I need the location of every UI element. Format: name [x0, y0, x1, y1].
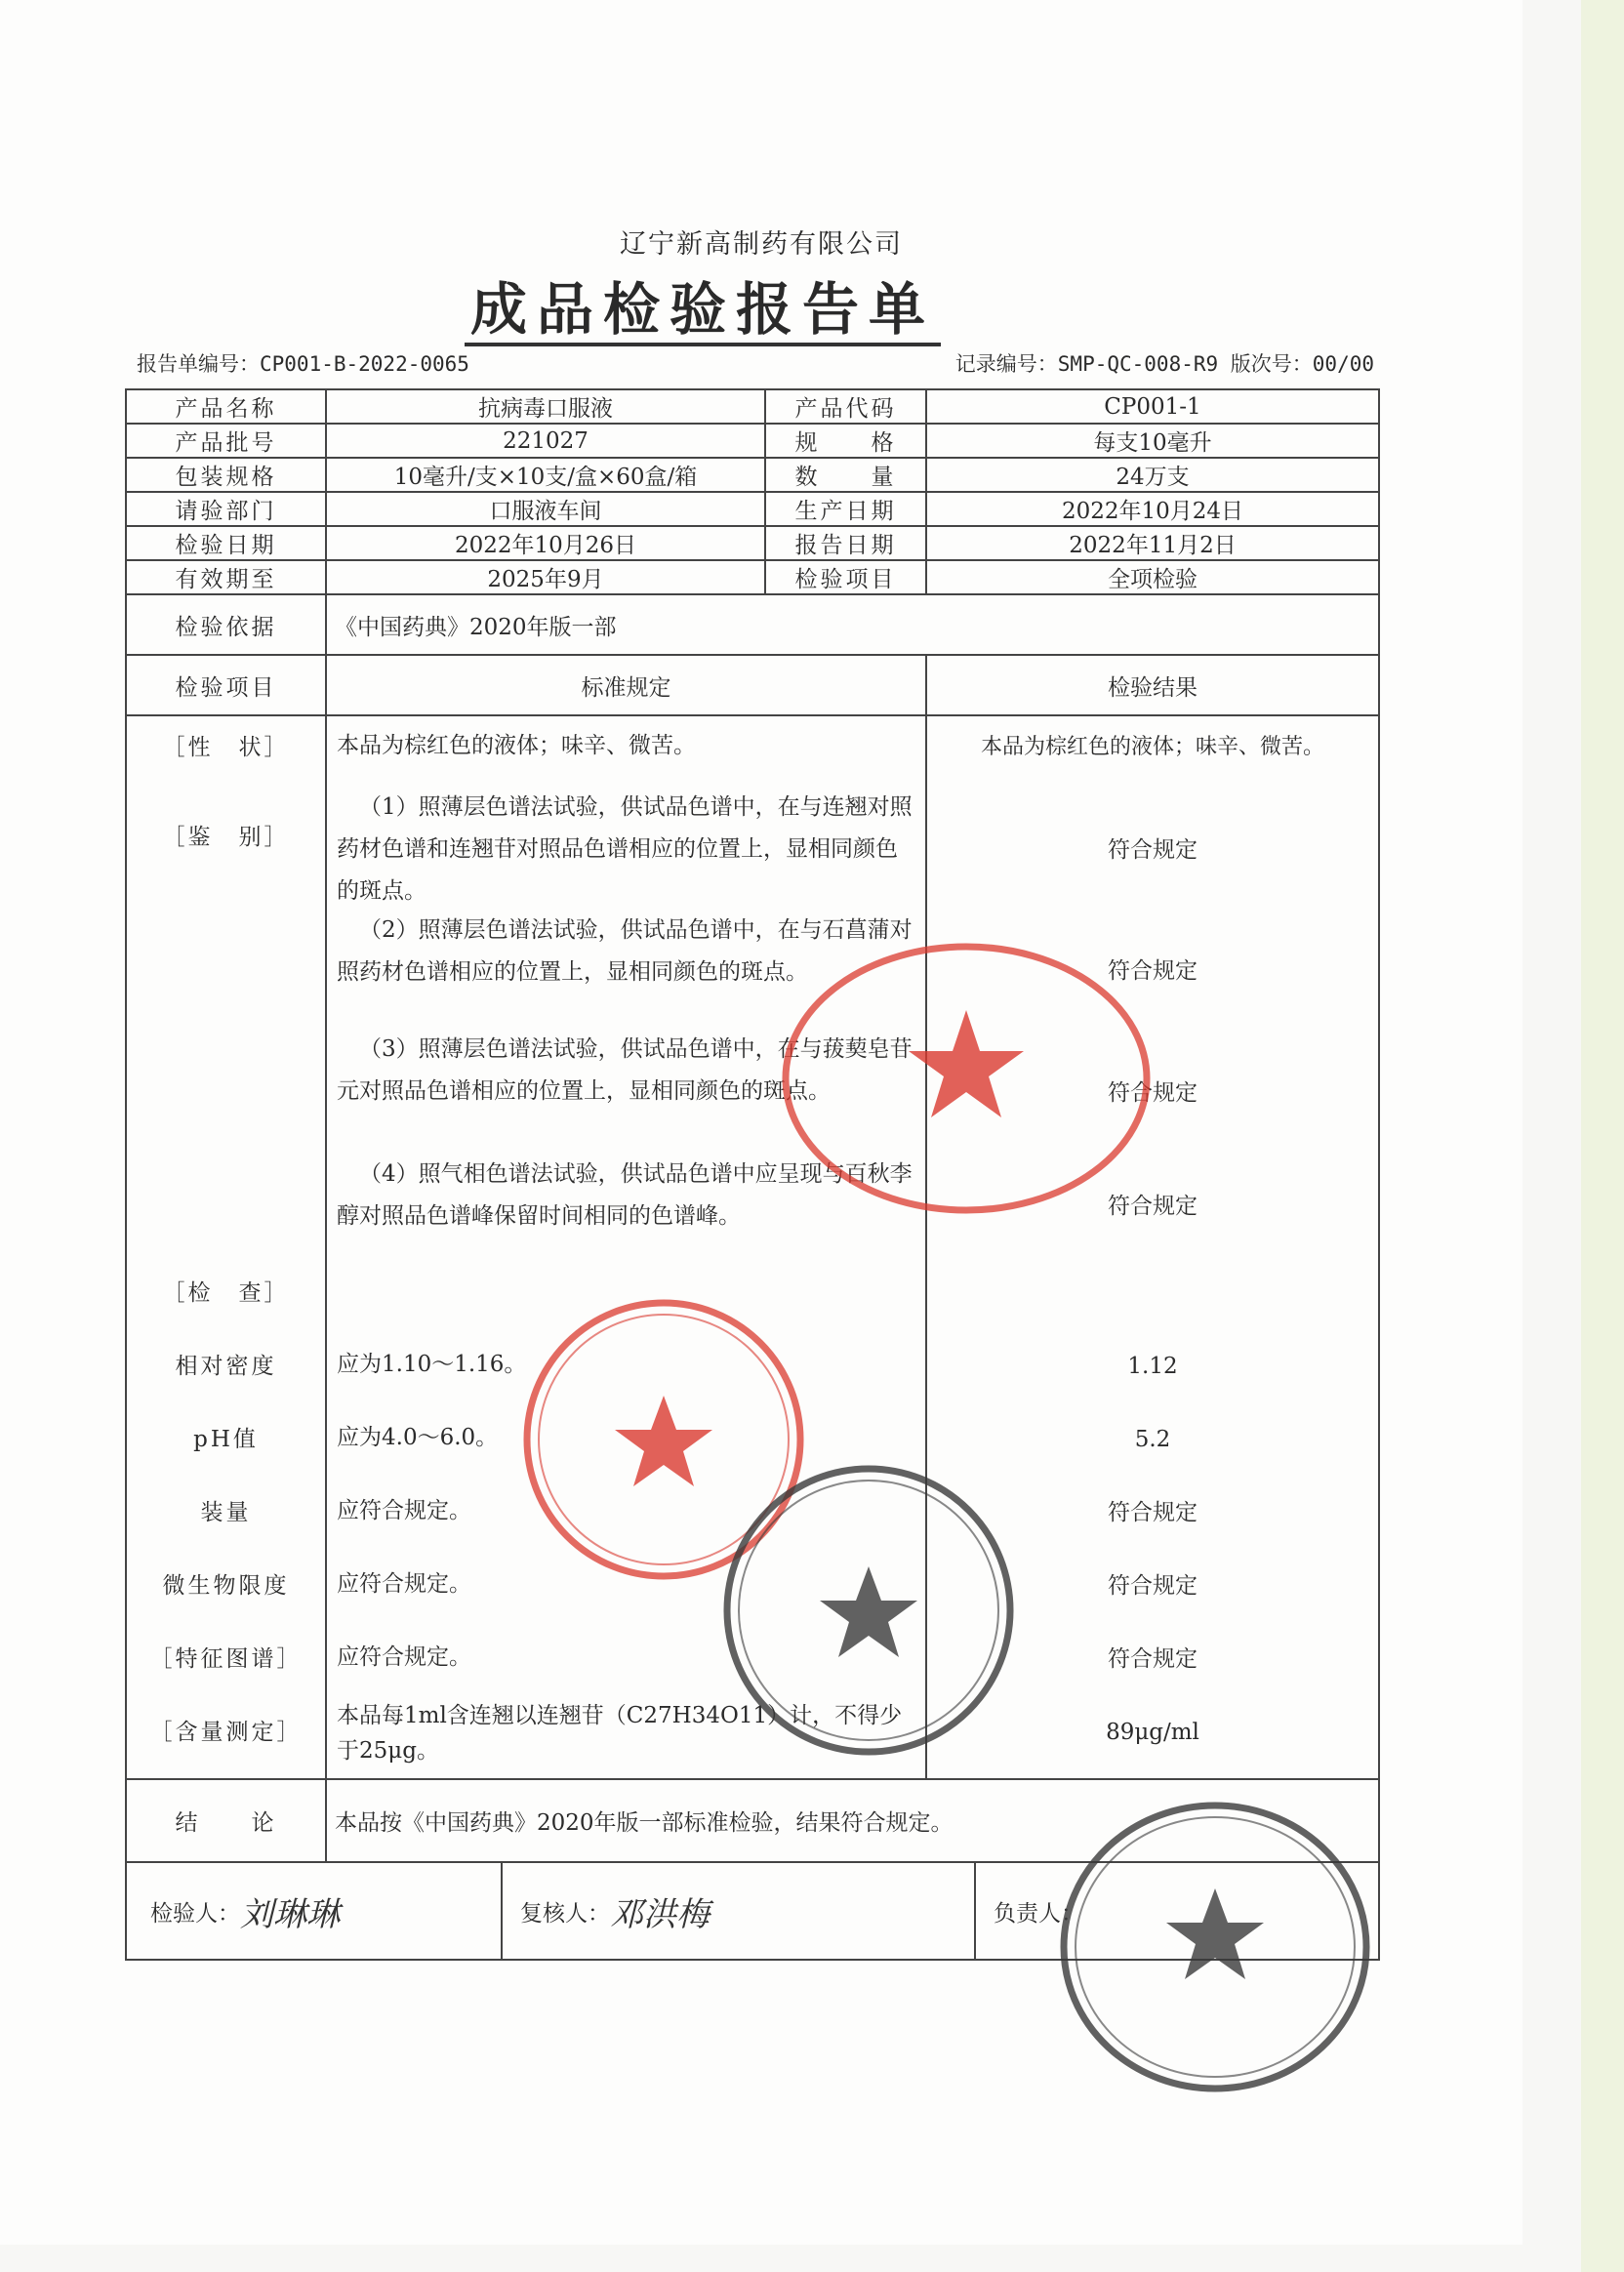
- test-item-label: 检验项目: [765, 560, 926, 594]
- report-title: [0, 264, 1405, 345]
- test-date-label: 检验日期: [126, 526, 326, 560]
- product-code: CP001-1: [926, 389, 1379, 424]
- conclusion-label: 结 论: [126, 1779, 326, 1862]
- appearance-std: 本品为棕红色的液体；味辛、微苦。: [337, 733, 696, 758]
- ph-res: 5.2: [1134, 1427, 1171, 1452]
- stamp-xingao-black: [717, 1459, 1020, 1762]
- micro-std: 应符合规定。: [337, 1571, 471, 1597]
- report-title-text: 成品检验报告单: [465, 276, 941, 346]
- product-code-label: 产品代码: [765, 389, 926, 424]
- fill-res: 符合规定: [1108, 1500, 1198, 1525]
- record-number: 记录编号：SMP-QC-008-R9 版次号：00/00: [954, 352, 1374, 376]
- id4-res: 符合规定: [1108, 1194, 1198, 1219]
- micro-res: 符合规定: [1108, 1573, 1198, 1599]
- report-number: 报告单编号：CP001-B-2022-0065: [137, 352, 469, 376]
- scan-edge: [1581, 0, 1624, 2272]
- reviewer-label: 复核人：: [520, 1900, 610, 1927]
- id4-std: （4）照气相色谱法试验，供试品色谱中应呈现与百秋李醇对照品色谱峰保留时间相同的色谱峰。: [337, 1161, 913, 1229]
- quantity-label: 数 量: [765, 458, 926, 492]
- reviewer-cell: [503, 1863, 976, 1959]
- id1-std: （1）照薄层色谱法试验，供试品色谱中，在与连翘对照药材色谱和连翘苷对照品色谱相应的位置上，显相同颜色的斑点。: [337, 794, 913, 904]
- density-res: 1.12: [1127, 1354, 1178, 1379]
- batch-label: 产品批号: [126, 424, 326, 458]
- company-name: 辽宁新高制药有限公司: [620, 229, 903, 260]
- report-date: 2022年11月2日: [926, 526, 1379, 560]
- header-standard: 标准规定: [326, 655, 926, 715]
- test-items-column: [126, 715, 326, 1779]
- quantity: 24万支: [926, 458, 1379, 492]
- check-label: ［检 查］: [162, 1280, 290, 1306]
- id2-res: 符合规定: [1108, 958, 1198, 984]
- batch: 221027: [326, 424, 765, 458]
- expiry-label: 有效期至: [126, 560, 326, 594]
- id2-std: （2）照薄层色谱法试验，供试品色谱中，在与石菖蒲对照药材色谱相应的位置上，显相同颜色的斑点。: [337, 917, 913, 985]
- spec-label: 规 格: [765, 424, 926, 458]
- check-res-spacer: [935, 1257, 1370, 1330]
- inspector-label: 检验人：: [150, 1900, 240, 1927]
- product-name: 抗病毒口服液: [326, 389, 765, 424]
- expiry: 2025年9月: [326, 560, 765, 594]
- density-std: 应为1.10～1.16。: [337, 1352, 527, 1377]
- fingerprint-res: 符合规定: [1108, 1646, 1198, 1672]
- ph-std: 应为4.0～6.0。: [337, 1425, 499, 1450]
- inspector-cell: [127, 1863, 503, 1959]
- dept: 口服液车间: [326, 492, 765, 526]
- report-date-label: 报告日期: [765, 526, 926, 560]
- spec: 每支10毫升: [926, 424, 1379, 458]
- prod-date-label: 生产日期: [765, 492, 926, 526]
- conclusion: 本品按《中国药典》2020年版一部标准检验，结果符合规定。: [326, 1779, 1379, 1862]
- responsible-label: 负责人：: [994, 1900, 1083, 1927]
- micro-label: 微生物限度: [162, 1573, 290, 1599]
- assay-std: 本品每1ml含连翘以连翘苷（C27H34O11）计，不得少于25μg。: [337, 1703, 903, 1764]
- id1-res: 符合规定: [1108, 837, 1198, 863]
- basis-label: 检验依据: [126, 594, 326, 655]
- test-date: 2022年10月26日: [326, 526, 765, 560]
- header-result: 检验结果: [926, 655, 1379, 715]
- fill-label: 装量: [200, 1500, 252, 1525]
- test-item: 全项检验: [926, 560, 1379, 594]
- inspector-signature: 刘琳琳: [240, 1894, 340, 1934]
- fill-std: 应符合规定。: [337, 1498, 471, 1523]
- package: 10毫升/支×10支/盒×60盒/箱: [326, 458, 765, 492]
- product-name-label: 产品名称: [126, 389, 326, 424]
- assay-label: ［含量测定］: [149, 1720, 303, 1745]
- fingerprint-label: ［特征图谱］: [149, 1646, 303, 1672]
- appearance-label: ［性 状］: [162, 735, 290, 760]
- id3-std: （3）照薄层色谱法试验，供试品色谱中，在与菝葜皂苷元对照品色谱相应的位置上，显相同颜色的斑点。: [337, 1036, 913, 1104]
- stamp-quality-dept-red: [776, 932, 1157, 1225]
- identify-label: ［鉴 别］: [162, 825, 290, 850]
- dept-label: 请验部门: [126, 492, 326, 526]
- stamp-yicheng-black: [1054, 1796, 1376, 2098]
- density-label: 相对密度: [175, 1354, 277, 1379]
- fingerprint-std: 应符合规定。: [337, 1644, 471, 1670]
- reviewer-signature: 邓洪梅: [610, 1894, 710, 1934]
- header-item: 检验项目: [126, 655, 326, 715]
- appearance-res: 本品为棕红色的液体；味辛、微苦。: [980, 735, 1324, 759]
- package-label: 包装规格: [126, 458, 326, 492]
- prod-date: 2022年10月24日: [926, 492, 1379, 526]
- basis: 《中国药典》2020年版一部: [326, 594, 1379, 655]
- ph-label: pH值: [193, 1427, 259, 1452]
- assay-res: 89μg/ml: [1106, 1720, 1199, 1745]
- id3-res: 符合规定: [1108, 1080, 1198, 1106]
